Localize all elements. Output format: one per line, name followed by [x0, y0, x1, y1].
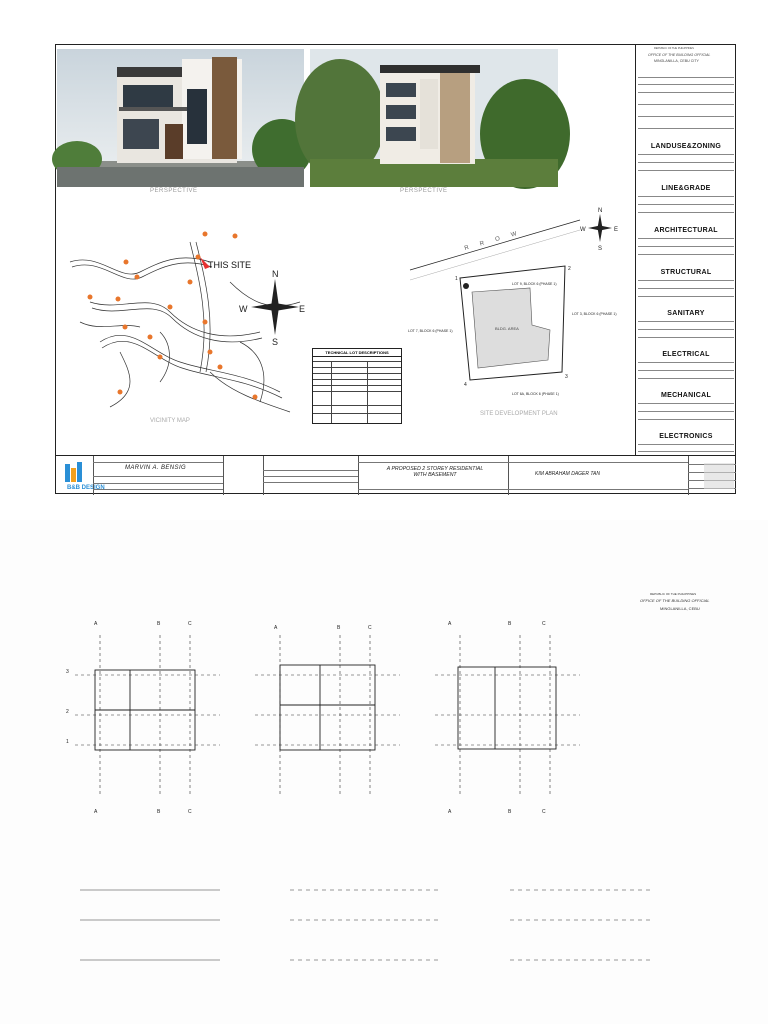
svg-text:C: C	[542, 621, 546, 627]
svg-text:C: C	[368, 625, 372, 631]
floor-plan-2	[240, 615, 410, 825]
svg-text:A: A	[448, 621, 452, 627]
logo	[59, 458, 105, 492]
svg-text:3: 3	[565, 374, 568, 380]
sheet-2: REPUBLIC OF THE PHILIPPINES OFFICE OF THE BUILDING OFFICIAL MINGLANILLA, CEBU A B C 3 2 1 A B C A B C A B C A B C	[0, 520, 768, 1024]
svg-text:2: 2	[568, 266, 571, 272]
perspective-render-1	[57, 49, 304, 187]
compass-east: E	[299, 304, 306, 314]
compass-west: W	[239, 304, 248, 314]
dept-sanitary: SANITARY	[667, 310, 705, 317]
bottom-title-strip	[55, 455, 736, 494]
svg-text:3: 3	[66, 669, 69, 675]
owner-name: KIM ABRAHAM DAGER TAN	[535, 471, 601, 477]
svg-text:C: C	[188, 809, 192, 815]
svg-text:S: S	[598, 246, 603, 252]
svg-text:1: 1	[455, 276, 458, 282]
svg-text:A: A	[94, 621, 98, 627]
svg-text:LOT 9, BLOCK 6 (PHASE 1): LOT 9, BLOCK 6 (PHASE 1)	[512, 282, 557, 286]
svg-text:SITE DEVELOPMENT PLAN: SITE DEVELOPMENT PLAN	[480, 411, 558, 417]
compass-north: N	[272, 269, 279, 279]
svg-text:B&B DESIGN: B&B DESIGN	[67, 485, 105, 491]
dept-mechanical: MECHANICAL	[660, 392, 712, 399]
svg-text:C: C	[542, 809, 546, 815]
road-label: R R O W	[463, 229, 523, 252]
compass-south: S	[272, 337, 279, 347]
table-title: TECHNICAL LOT DESCRIPTIONS	[313, 349, 401, 357]
technical-lot-table	[312, 348, 402, 424]
perspective-2-caption: PERSPECTIVE	[400, 188, 448, 194]
dept-structural: STRUCTURAL	[660, 269, 712, 276]
approval-title-block: REPUBLIC OF THE PHILIPPINES OFFICE OF THE BUILDING OFFICIAL MINGLANILLA, CEBU CITY LANDUSE&ZONING LINE&GRADE ARCHITECTURAL STRUCTURAL SANITARY ELECTRICAL MECHANICAL ELECTRONICS	[635, 44, 736, 455]
dept-architectural: ARCHITECTURAL	[654, 227, 718, 234]
svg-text:A: A	[448, 809, 452, 815]
svg-text:B: B	[508, 621, 512, 627]
dept-line-grade: LINE&GRADE	[661, 185, 711, 192]
dept-landuse-zoning: LANDUSE&ZONING	[650, 143, 722, 150]
dept-electronics: ELECTRONICS	[659, 433, 713, 440]
svg-text:B: B	[508, 809, 512, 815]
bldg-area-label: BLDG. AREA	[495, 326, 519, 331]
svg-text:B: B	[337, 625, 341, 631]
perspective-1-caption: PERSPECTIVE	[150, 188, 198, 194]
perspective-render-2	[310, 49, 558, 187]
svg-text:LOT 3, BLOCK 6 (PHASE 1): LOT 3, BLOCK 6 (PHASE 1)	[572, 312, 617, 316]
section-drawings	[60, 850, 660, 1020]
svg-text:LOT 7, BLOCK 6 (PHASE 1): LOT 7, BLOCK 6 (PHASE 1)	[408, 329, 453, 333]
svg-text:1: 1	[66, 739, 69, 745]
svg-text:N: N	[598, 208, 603, 214]
lot-plan	[400, 200, 635, 430]
svg-text:C: C	[188, 621, 192, 627]
floor-plan-1	[60, 615, 230, 825]
svg-text:2: 2	[66, 709, 69, 715]
svg-text:A: A	[274, 625, 278, 631]
svg-text:4: 4	[464, 382, 467, 388]
svg-text:VICINITY MAP: VICINITY MAP	[150, 418, 190, 424]
svg-text:LOT 6A, BLOCK 6 (PHASE 1): LOT 6A, BLOCK 6 (PHASE 1)	[512, 392, 559, 396]
this-site-label: THIS SITE	[208, 260, 252, 270]
svg-text:B: B	[157, 809, 161, 815]
svg-text:B: B	[157, 621, 161, 627]
svg-text:A: A	[94, 809, 98, 815]
svg-text:E: E	[614, 227, 619, 233]
floor-plan-3	[420, 615, 590, 825]
svg-text:W: W	[580, 227, 586, 233]
project-title: A PROPOSED 2 STOREY RESIDENTIAL WITH BASEMENT	[386, 466, 484, 478]
architect-name: MARVIN A. BENSIG	[125, 465, 187, 471]
dept-electrical: ELECTRICAL	[662, 351, 710, 358]
vicinity-map	[60, 222, 330, 422]
